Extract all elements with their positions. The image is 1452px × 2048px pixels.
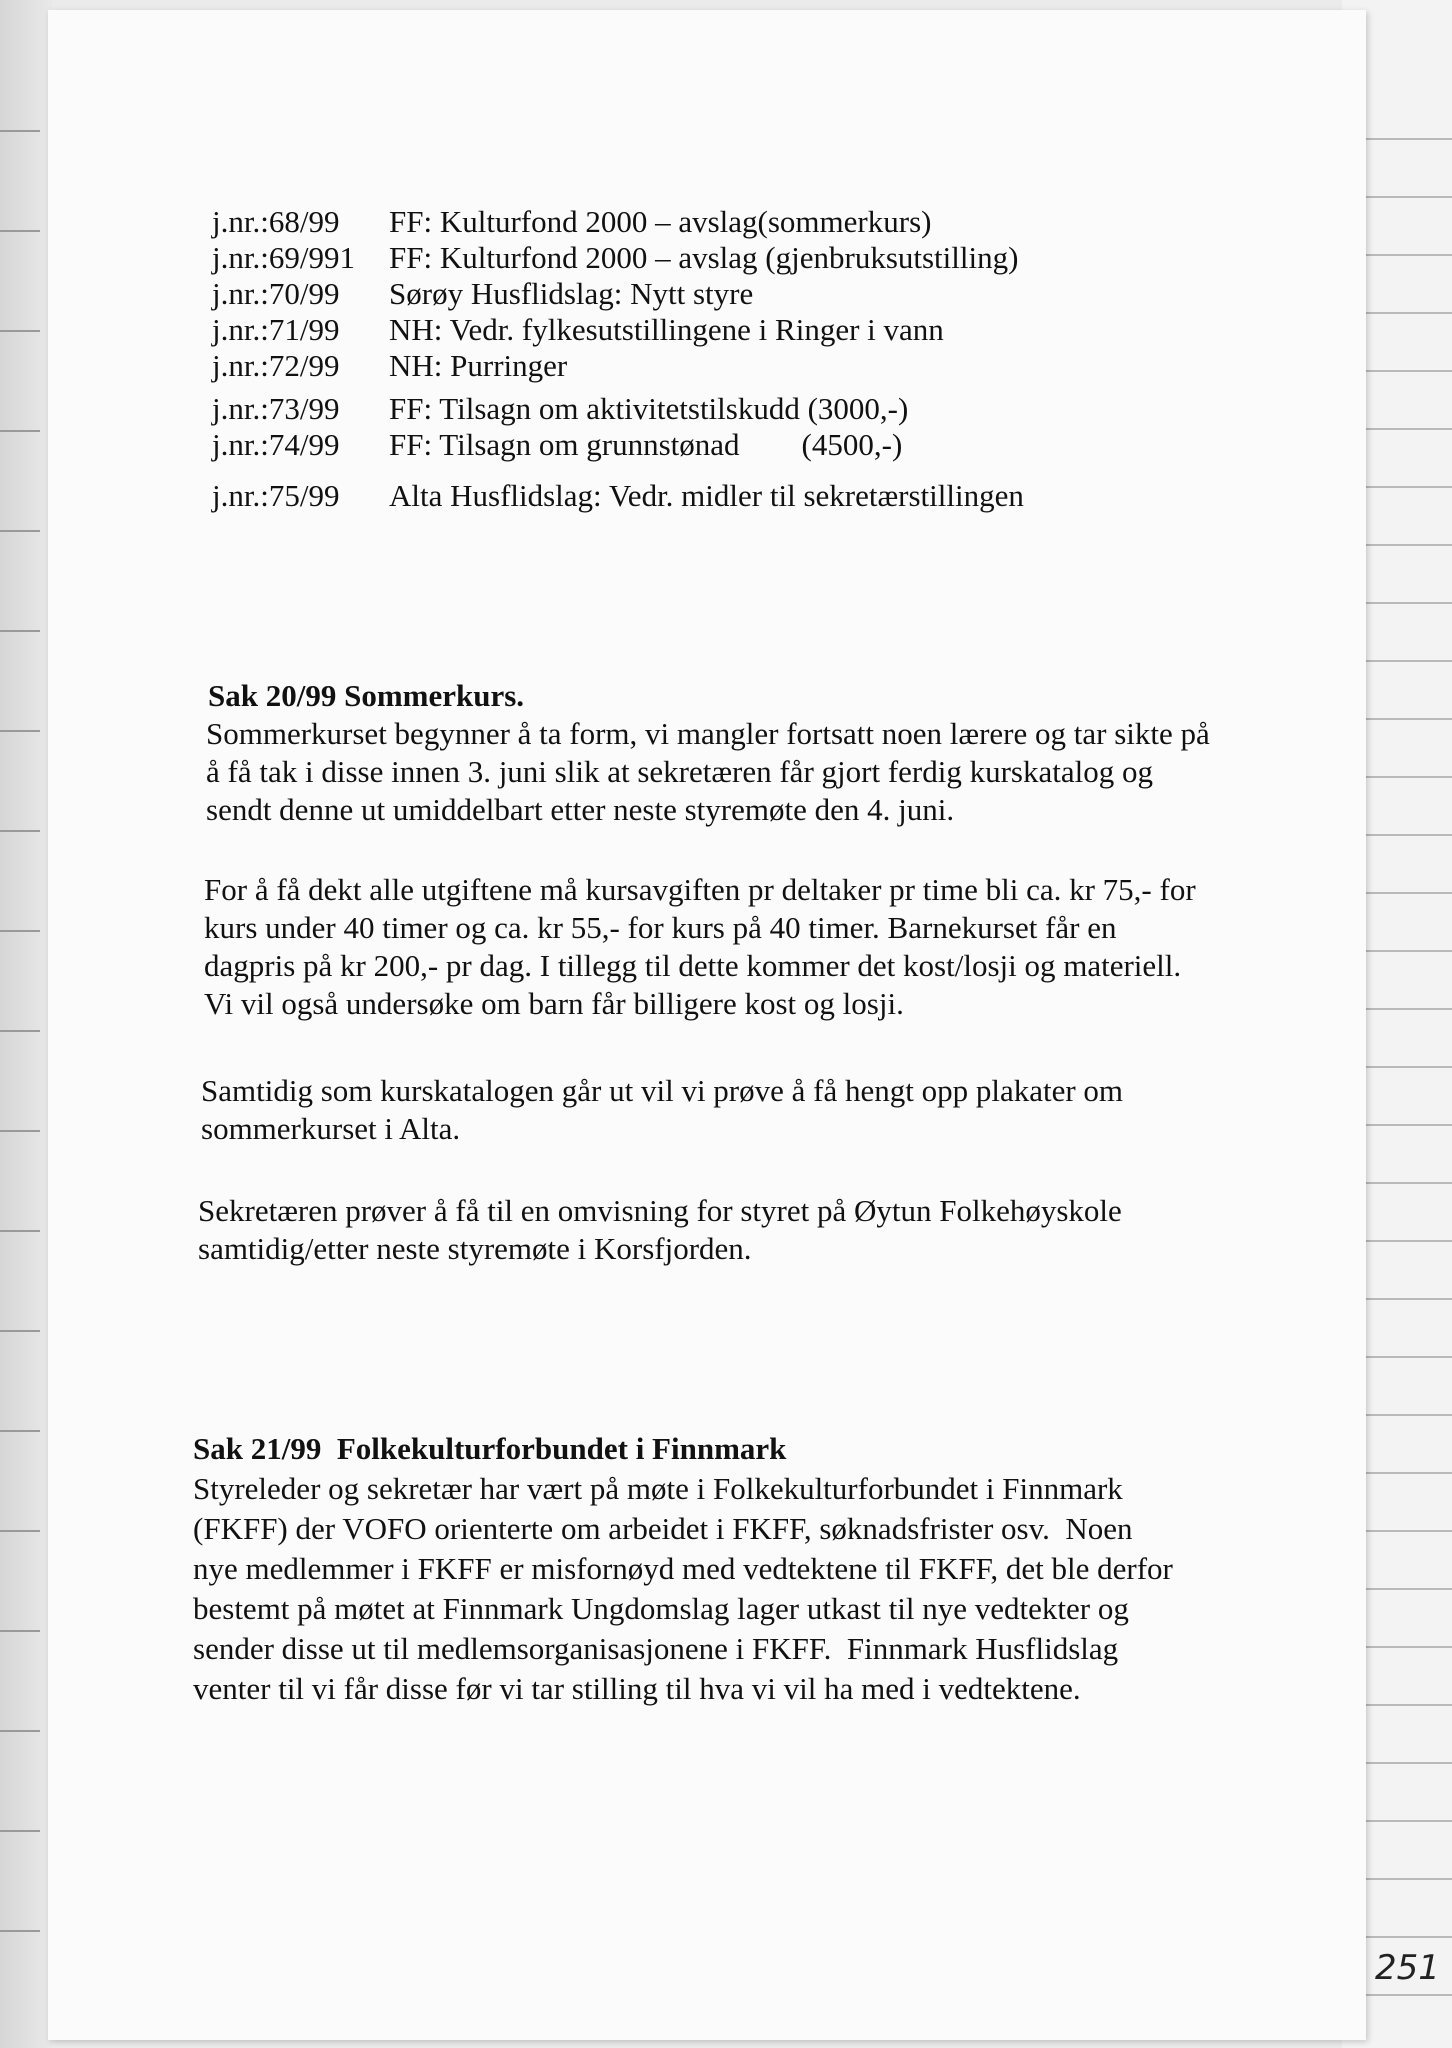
binding-mark: [0, 1530, 40, 1532]
journal-entry: [212, 479, 1024, 513]
binding-mark: [0, 1330, 40, 1332]
paragraph-line: samtidig/etter neste styremøte i Korsfjorden.: [198, 1231, 752, 1266]
scan-binding-edge: [0, 0, 52, 2048]
binding-mark: [0, 1830, 40, 1832]
journal-number: j.nr.:73/99: [212, 391, 340, 426]
binding-mark: [0, 630, 40, 632]
section-heading: Sak 21/99 Folkekulturforbundet i Finnmark: [193, 1431, 787, 1466]
binding-mark: [0, 430, 40, 432]
binding-mark: [0, 330, 40, 332]
section-heading: Sak 20/99 Sommerkurs.: [208, 678, 525, 713]
journal-entry: [212, 205, 931, 239]
journal-text: FF: Kulturfond 2000 – avslag (gjenbruksutstilling): [389, 240, 1019, 275]
binding-mark: [0, 530, 40, 532]
binding-mark: [0, 730, 40, 732]
journal-text: FF: Tilsagn om aktivitetstilskudd (3000,-): [389, 391, 909, 426]
journal-entry: [212, 241, 1018, 275]
binding-mark: [0, 1930, 40, 1932]
journal-text: NH: Purringer: [389, 348, 568, 383]
journal-text: NH: Vedr. fylkesutstillingene i Ringer i vann: [389, 312, 944, 347]
paragraph-line: Sommerkurset begynner å ta form, vi mangler fortsatt noen lærere og tar sikte på: [206, 716, 1210, 751]
journal-entry: [212, 277, 753, 311]
paragraph-line: sender disse ut til medlemsorganisasjonene i FKFF. Finnmark Husflidslag: [193, 1631, 1119, 1666]
journal-number: j.nr.:75/99: [212, 478, 340, 513]
paragraph-line: sommerkurset i Alta.: [201, 1111, 461, 1146]
paragraph-line: Sekretæren prøver å få til en omvisning for styret på Øytun Folkehøyskole: [198, 1193, 1122, 1228]
journal-text: Alta Husflidslag: Vedr. midler til sekretærstillingen: [389, 478, 1024, 513]
binding-mark: [0, 1730, 40, 1732]
binding-mark: [0, 830, 40, 832]
paragraph-line: Styreleder og sekretær har vært på møte i Folkekulturforbundet i Finnmark: [193, 1471, 1123, 1506]
paragraph-line: å få tak i disse innen 3. juni slik at sekretæren får gjort ferdig kurskatalog og: [206, 754, 1153, 789]
paragraph-line: (FKFF) der VOFO orienterte om arbeidet i FKFF, søknadsfrister osv. Noen: [193, 1511, 1133, 1546]
journal-number: j.nr.:74/99: [212, 427, 340, 462]
journal-number: j.nr.:68/99: [212, 204, 340, 239]
journal-entry: [212, 313, 944, 347]
paragraph-line: Vi vil også undersøke om barn får billigere kost og losji.: [204, 986, 904, 1021]
binding-mark: [0, 130, 40, 132]
binding-mark: [0, 230, 40, 232]
paragraph-line: bestemt på møtet at Finnmark Ungdomslag lager utkast til nye vedtekter og: [193, 1591, 1129, 1626]
journal-text: Sørøy Husflidslag: Nytt styre: [389, 276, 754, 311]
paragraph-line: Samtidig som kurskatalogen går ut vil vi prøve å få hengt opp plakater om: [201, 1073, 1124, 1108]
binding-mark: [0, 1430, 40, 1432]
journal-number: j.nr.:71/99: [212, 312, 340, 347]
paragraph-line: sendt denne ut umiddelbart etter neste styremøte den 4. juni.: [206, 792, 955, 827]
journal-text: FF: Kulturfond 2000 – avslag(sommerkurs): [389, 204, 932, 239]
journal-number: j.nr.:69/991: [212, 240, 355, 275]
binding-mark: [0, 930, 40, 932]
paragraph-line: venter til vi får disse før vi tar stilling til hva vi vil ha med i vedtektene.: [193, 1671, 1081, 1706]
journal-number: j.nr.:70/99: [212, 276, 340, 311]
journal-entry: [212, 349, 567, 383]
paragraph-line: nye medlemmer i FKFF er misfornøyd med vedtektene til FKFF, det ble derfor: [193, 1551, 1173, 1586]
binding-mark: [0, 1630, 40, 1632]
binding-mark: [0, 1230, 40, 1232]
journal-number: j.nr.:72/99: [212, 348, 340, 383]
binding-mark: [0, 1030, 40, 1032]
journal-entry: [212, 428, 902, 462]
journal-entry: [212, 392, 908, 426]
paragraph-line: dagpris på kr 200,- pr dag. I tillegg til dette kommer det kost/losji og materiell.: [204, 948, 1182, 983]
paragraph-line: kurs under 40 timer og ca. kr 55,- for kurs på 40 timer. Barnekurset får en: [204, 910, 1117, 945]
journal-text: FF: Tilsagn om grunnstønad (4500,-): [389, 427, 903, 462]
handwritten-page-number: 251: [1375, 1948, 1440, 1988]
binding-mark: [0, 1130, 40, 1132]
paragraph-line: For å få dekt alle utgiftene må kursavgiften pr deltaker pr time bli ca. kr 75,- for: [204, 872, 1196, 907]
